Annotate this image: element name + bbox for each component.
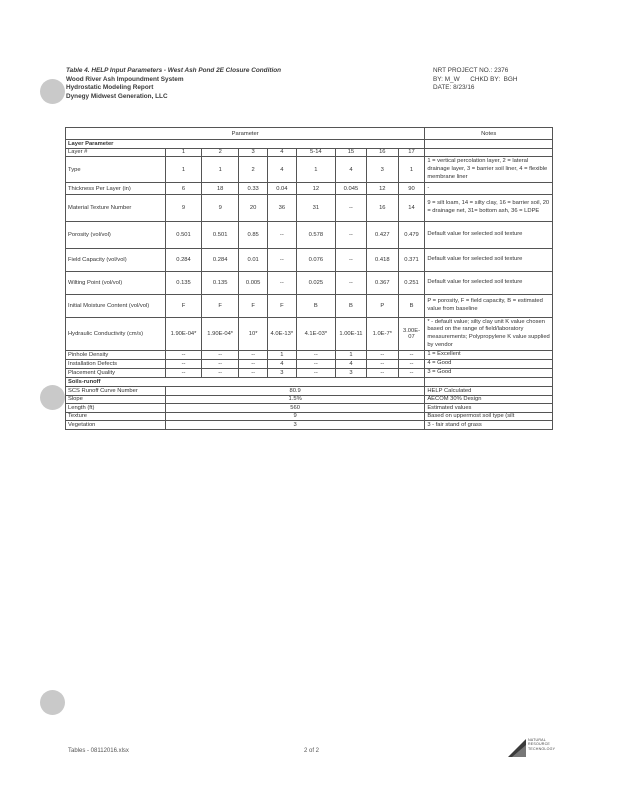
document-header bbox=[66, 67, 281, 101]
soils-label: SCS Runoff Curve Number bbox=[66, 387, 166, 396]
parameter-value-cell: -- bbox=[202, 360, 239, 369]
punch-hole-bottom bbox=[40, 690, 65, 715]
parameter-label: Hydraulic Conductivity (cm/s) bbox=[66, 318, 166, 351]
parameter-value-cell: -- bbox=[398, 360, 425, 369]
parameter-note: Default value for selected soil texture bbox=[425, 249, 553, 272]
parameter-value-cell: 6 bbox=[165, 183, 201, 195]
parameter-value-cell: -- bbox=[336, 272, 367, 295]
parameter-value-cell: 4 bbox=[267, 360, 296, 369]
parameter-row bbox=[66, 318, 553, 351]
layer-number-cell: 1 bbox=[165, 148, 201, 157]
parameter-value-cell: 0.284 bbox=[165, 249, 201, 272]
parameter-value-cell: P bbox=[366, 295, 398, 318]
header-line-3: Hydrostatic Modeling Report bbox=[66, 84, 154, 92]
parameter-value-cell: -- bbox=[296, 360, 335, 369]
parameter-row bbox=[66, 351, 553, 360]
parameter-value-cell: 1.90E-04* bbox=[165, 318, 201, 351]
parameter-note: P = porosity, F = field capacity, B = estimated value from baseline bbox=[425, 295, 553, 318]
parameter-row bbox=[66, 157, 553, 183]
parameter-value-cell: 1.90E-04* bbox=[202, 318, 239, 351]
parameter-value-cell: 0.33 bbox=[239, 183, 268, 195]
parameter-value-cell: F bbox=[267, 295, 296, 318]
soils-note: 3 - fair stand of grass bbox=[425, 421, 553, 430]
soils-row bbox=[66, 412, 553, 421]
parameter-label: Installation Defects bbox=[66, 360, 166, 369]
parameter-value-cell: 3.00E-07 bbox=[398, 318, 425, 351]
header-line-2: Wood River Ash Impoundment System bbox=[66, 75, 184, 83]
parameter-value-cell: 1.00E-11 bbox=[336, 318, 367, 351]
soils-value: 9 bbox=[165, 412, 424, 421]
soils-row bbox=[66, 404, 553, 413]
parameter-row bbox=[66, 360, 553, 369]
soils-note: Estimated values bbox=[425, 404, 553, 413]
parameter-value-cell: 0.025 bbox=[296, 272, 335, 295]
parameter-value-cell: 0.578 bbox=[296, 222, 335, 249]
layer-number-cell: 16 bbox=[366, 148, 398, 157]
parameter-header: Parameter bbox=[66, 128, 425, 140]
parameter-value-cell: 31 bbox=[296, 195, 335, 222]
parameter-value-cell: -- bbox=[165, 360, 201, 369]
layer-section-heading: Layer Parameter bbox=[66, 140, 425, 149]
parameter-row bbox=[66, 295, 553, 318]
parameter-value-cell: 0.01 bbox=[239, 249, 268, 272]
soils-value: 560 bbox=[165, 404, 424, 413]
layer-number-cell: 15 bbox=[336, 148, 367, 157]
soils-label: Length (ft) bbox=[66, 404, 166, 413]
parameter-value-cell: 4 bbox=[336, 157, 367, 183]
soils-value: 80.9 bbox=[165, 387, 424, 396]
parameter-label: Wilting Point (vol/vol) bbox=[66, 272, 166, 295]
parameter-value-cell: 0.479 bbox=[398, 222, 425, 249]
parameter-value-cell: 0.135 bbox=[165, 272, 201, 295]
parameter-value-cell: 1.0E-7* bbox=[366, 318, 398, 351]
parameter-value-cell: -- bbox=[336, 249, 367, 272]
parameter-value-cell: 3 bbox=[336, 369, 367, 378]
layer-number-label: Layer # bbox=[66, 148, 166, 157]
parameter-value-cell: 3 bbox=[366, 157, 398, 183]
parameter-note: * - default value; silty clay unit K value chosen based on the range of field/laboratory measurements; Polypropylene K value supplied by vendor bbox=[425, 318, 553, 351]
logo-line-1: NATURAL bbox=[528, 738, 546, 742]
parameter-row bbox=[66, 222, 553, 249]
layer-number-cell: 2 bbox=[202, 148, 239, 157]
parameter-value-cell: 4.1E-03* bbox=[296, 318, 335, 351]
parameter-value-cell: 0.418 bbox=[366, 249, 398, 272]
parameter-value-cell: 1 bbox=[336, 351, 367, 360]
project-number: NRT PROJECT NO.: 2376 bbox=[433, 67, 509, 74]
parameter-value-cell: -- bbox=[267, 272, 296, 295]
parameter-value-cell: -- bbox=[366, 351, 398, 360]
parameter-value-cell: -- bbox=[202, 369, 239, 378]
soils-label: Vegetation bbox=[66, 421, 166, 430]
soils-note: AECOM 30% Design bbox=[425, 395, 553, 404]
parameter-value-cell: F bbox=[202, 295, 239, 318]
parameter-value-cell: -- bbox=[239, 369, 268, 378]
parameter-value-cell: -- bbox=[366, 360, 398, 369]
parameter-label: Material Texture Number bbox=[66, 195, 166, 222]
parameter-value-cell: 1 bbox=[267, 351, 296, 360]
parameter-value-cell: -- bbox=[296, 351, 335, 360]
parameter-value-cell: 1 bbox=[398, 157, 425, 183]
parameter-value-cell: -- bbox=[398, 369, 425, 378]
parameter-note: Default value for selected soil texture bbox=[425, 272, 553, 295]
parameter-value-cell: 0.04 bbox=[267, 183, 296, 195]
parameter-value-cell: 0.427 bbox=[366, 222, 398, 249]
parameter-value-cell: 9 bbox=[165, 195, 201, 222]
parameter-value-cell: 20 bbox=[239, 195, 268, 222]
parameter-value-cell: 0.501 bbox=[202, 222, 239, 249]
project-info bbox=[433, 67, 518, 93]
parameter-value-cell: -- bbox=[366, 369, 398, 378]
soils-label: Slope bbox=[66, 395, 166, 404]
parameter-value-cell: 2 bbox=[239, 157, 268, 183]
logo-text bbox=[528, 738, 555, 751]
parameter-value-cell: -- bbox=[398, 351, 425, 360]
parameter-value-cell: -- bbox=[165, 351, 201, 360]
parameter-value-cell: -- bbox=[336, 222, 367, 249]
parameter-value-cell: F bbox=[165, 295, 201, 318]
parameter-row bbox=[66, 369, 553, 378]
parameter-row bbox=[66, 249, 553, 272]
parameter-value-cell: 4 bbox=[267, 157, 296, 183]
date: DATE: 8/23/16 bbox=[433, 84, 475, 92]
footer-filename: Tables - 08112016.xlsx bbox=[68, 748, 129, 754]
soils-section-heading: Soils-runoff bbox=[66, 378, 425, 387]
punch-hole-middle bbox=[40, 385, 65, 410]
logo-line-3: TECHNOLOGY bbox=[528, 746, 556, 751]
parameter-value-cell: -- bbox=[267, 222, 296, 249]
parameter-value-cell: B bbox=[296, 295, 335, 318]
parameter-value-cell: 12 bbox=[296, 183, 335, 195]
parameter-value-cell: 16 bbox=[366, 195, 398, 222]
parameter-label: Type bbox=[66, 157, 166, 183]
parameter-value-cell: 1 bbox=[296, 157, 335, 183]
parameter-label: Pinhole Density bbox=[66, 351, 166, 360]
parameter-value-cell: 14 bbox=[398, 195, 425, 222]
parameter-value-cell: 0.005 bbox=[239, 272, 268, 295]
parameter-label: Field Capacity (vol/vol) bbox=[66, 249, 166, 272]
soils-note: HELP Calculated bbox=[425, 387, 553, 396]
parameter-row bbox=[66, 272, 553, 295]
soils-note: Based on uppermost soil type (silt bbox=[425, 412, 553, 421]
parameter-value-cell: 90 bbox=[398, 183, 425, 195]
parameter-value-cell: 36 bbox=[267, 195, 296, 222]
parameter-value-cell: -- bbox=[267, 249, 296, 272]
parameter-value-cell: -- bbox=[336, 195, 367, 222]
parameter-value-cell: 3 bbox=[267, 369, 296, 378]
parameter-value-cell: B bbox=[398, 295, 425, 318]
parameter-value-cell: -- bbox=[296, 369, 335, 378]
parameter-value-cell: -- bbox=[239, 351, 268, 360]
soils-row bbox=[66, 387, 553, 396]
parameter-row bbox=[66, 195, 553, 222]
parameter-value-cell: -- bbox=[202, 351, 239, 360]
logo-line-2: RESOURCE bbox=[528, 742, 550, 747]
parameter-value-cell: 0.85 bbox=[239, 222, 268, 249]
soils-value: 1.5% bbox=[165, 395, 424, 404]
parameter-value-cell: 0.251 bbox=[398, 272, 425, 295]
layer-number-cell: 3 bbox=[239, 148, 268, 157]
help-parameters-table bbox=[65, 127, 553, 430]
soils-label: Texture bbox=[66, 412, 166, 421]
parameter-value-cell: 9 bbox=[202, 195, 239, 222]
parameter-note: 1 = Excellent bbox=[425, 351, 553, 360]
parameter-value-cell: 0.284 bbox=[202, 249, 239, 272]
footer-page-number: 2 of 2 bbox=[304, 748, 320, 754]
punch-hole-top bbox=[40, 79, 65, 104]
checked-by: BY: M_W CHKD BY: BGH bbox=[433, 75, 518, 83]
parameter-value-cell: 4.0E-13* bbox=[267, 318, 296, 351]
parameter-value-cell: 0.371 bbox=[398, 249, 425, 272]
parameter-label: Placement Quality bbox=[66, 369, 166, 378]
soils-value: 3 bbox=[165, 421, 424, 430]
parameter-value-cell: 0.076 bbox=[296, 249, 335, 272]
parameter-label: Porosity (vol/vol) bbox=[66, 222, 166, 249]
parameter-value-cell: -- bbox=[239, 360, 268, 369]
layer-number-cell: 17 bbox=[398, 148, 425, 157]
parameter-value-cell: -- bbox=[165, 369, 201, 378]
parameter-value-cell: B bbox=[336, 295, 367, 318]
parameter-note: 1 = vertical percolation layer, 2 = lateral drainage layer, 3 = barrier soil liner, 4 = flexible membrane liner bbox=[425, 157, 553, 183]
notes-header: Notes bbox=[425, 128, 553, 140]
header-line-4: Dynegy Midwest Generation, LLC bbox=[66, 92, 168, 100]
parameter-value-cell: 0.501 bbox=[165, 222, 201, 249]
parameter-value-cell: 12 bbox=[366, 183, 398, 195]
parameter-note: 3 = Good bbox=[425, 369, 553, 378]
parameter-note: 4 = Good bbox=[425, 360, 553, 369]
parameter-label: Thickness Per Layer (in) bbox=[66, 183, 166, 195]
parameter-value-cell: 10* bbox=[239, 318, 268, 351]
parameter-note: 9 = silt loam, 14 = silty clay, 16 = barrier soil, 20 = drainage net, 31= bottom ash, 36 = LDPE bbox=[425, 195, 553, 222]
parameter-value-cell: 0.135 bbox=[202, 272, 239, 295]
parameter-value-cell: 1 bbox=[202, 157, 239, 183]
parameter-note: - bbox=[425, 183, 553, 195]
parameter-value-cell: 4 bbox=[336, 360, 367, 369]
parameter-value-cell: 0.367 bbox=[366, 272, 398, 295]
layer-number-cell: 4 bbox=[267, 148, 296, 157]
layer-number-cell: 5-14 bbox=[296, 148, 335, 157]
table-title: Table 4. HELP Input Parameters - West Ash Pond 2E Closure Condition bbox=[66, 67, 282, 74]
parameter-row bbox=[66, 183, 553, 195]
parameter-value-cell: 0.045 bbox=[336, 183, 367, 195]
parameter-label: Initial Moisture Content (vol/vol) bbox=[66, 295, 166, 318]
soils-row bbox=[66, 421, 553, 430]
parameter-value-cell: F bbox=[239, 295, 268, 318]
parameter-value-cell: 1 bbox=[165, 157, 201, 183]
soils-row bbox=[66, 395, 553, 404]
parameter-value-cell: 18 bbox=[202, 183, 239, 195]
parameter-note: Default value for selected soil texture bbox=[425, 222, 553, 249]
